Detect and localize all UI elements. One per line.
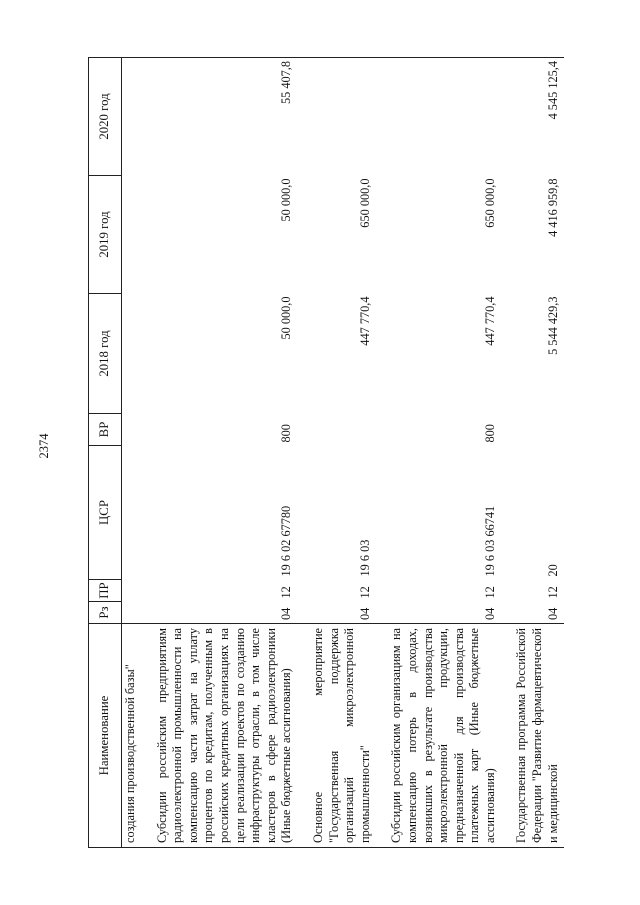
- row-2019: [122, 176, 142, 294]
- row-2019: 650 000,0: [482, 178, 497, 228]
- row-vr: 800: [482, 424, 497, 443]
- header-name: Наименование: [89, 624, 122, 848]
- row-2020: 55 407,8: [153, 58, 298, 176]
- header-rz: Рз: [89, 602, 122, 624]
- row-2019: 650 000,0: [357, 178, 372, 228]
- document-sheet: [88, 58, 598, 848]
- row-csr: [122, 446, 142, 580]
- row-vr: [122, 414, 142, 446]
- row-pr: 12: [357, 586, 372, 599]
- row-2020: [309, 58, 376, 176]
- row-2020: 4 545 125,4: [512, 58, 564, 176]
- row-name: Субсидии российским организациям на компенсацию потерь в доходах, возникших в результате производства микроэлектронной продукции, предназначенной для производства платежных карт (Иные бюджетные ассигнования): [387, 624, 501, 848]
- row-pr: [122, 580, 142, 602]
- table-row: [153, 58, 298, 848]
- row-2018: 50 000,0: [279, 296, 294, 340]
- row-csr: 19 6 03: [357, 539, 372, 577]
- header-pr: ПР: [89, 580, 122, 602]
- row-pr: 12: [279, 586, 294, 599]
- row-2018: 5 544 429,3: [545, 296, 560, 355]
- table-row: [387, 58, 501, 848]
- table-row: [512, 58, 564, 848]
- row-name: Основное мероприятие "Государственная поддержка организаций микроэлектронной промышленности": [309, 624, 376, 848]
- header-vr: ВР: [89, 414, 122, 446]
- row-2018: [122, 294, 142, 414]
- row-2020: [387, 58, 501, 176]
- row-name: создания производственной базы": [122, 624, 142, 848]
- row-vr: [512, 414, 564, 446]
- row-2018: 447 770,4: [482, 296, 497, 346]
- row-rz: 04: [357, 607, 372, 620]
- row-vr: 800: [279, 424, 294, 443]
- row-name: Субсидии российским предприятиям радиоэлектронной промышленности на компенсацию части затрат на уплату процентов по кредитам, полученным в российских кредитных организациях на цели реализации проектов по созданию инфраструктуры отрасли, в том числе кластеров в сфере радиоэлектроники (Иные бюджетные ассигнования): [153, 624, 298, 848]
- header-2020: 2020 год: [89, 58, 122, 176]
- table-header-row: [89, 58, 122, 848]
- row-rz: 04: [279, 607, 294, 620]
- table-row: [309, 58, 376, 848]
- row-2020: [122, 58, 142, 176]
- row-rz: 04: [545, 607, 560, 620]
- table-row: [122, 58, 142, 848]
- header-csr: ЦСР: [89, 446, 122, 580]
- page-number: 2374: [37, 433, 51, 459]
- budget-table: [88, 57, 564, 848]
- row-rz: 04: [482, 607, 497, 620]
- row-csr: 20: [545, 564, 560, 577]
- row-name: Государственная программа Российской Федерации "Развитие фармацевтической и медицинской: [512, 624, 564, 848]
- row-pr: 12: [482, 586, 497, 599]
- row-vr: [309, 414, 376, 446]
- row-csr: 19 6 03 66741: [482, 505, 497, 577]
- row-2018: 447 770,4: [357, 296, 372, 346]
- header-2018: 2018 год: [89, 294, 122, 414]
- header-2019: 2019 год: [89, 176, 122, 294]
- row-pr: 12: [545, 586, 560, 599]
- row-2019: 50 000,0: [279, 178, 294, 222]
- row-csr: 19 6 02 67780: [279, 505, 294, 577]
- row-rz: [122, 602, 142, 624]
- row-2019: 4 416 959,8: [545, 178, 560, 237]
